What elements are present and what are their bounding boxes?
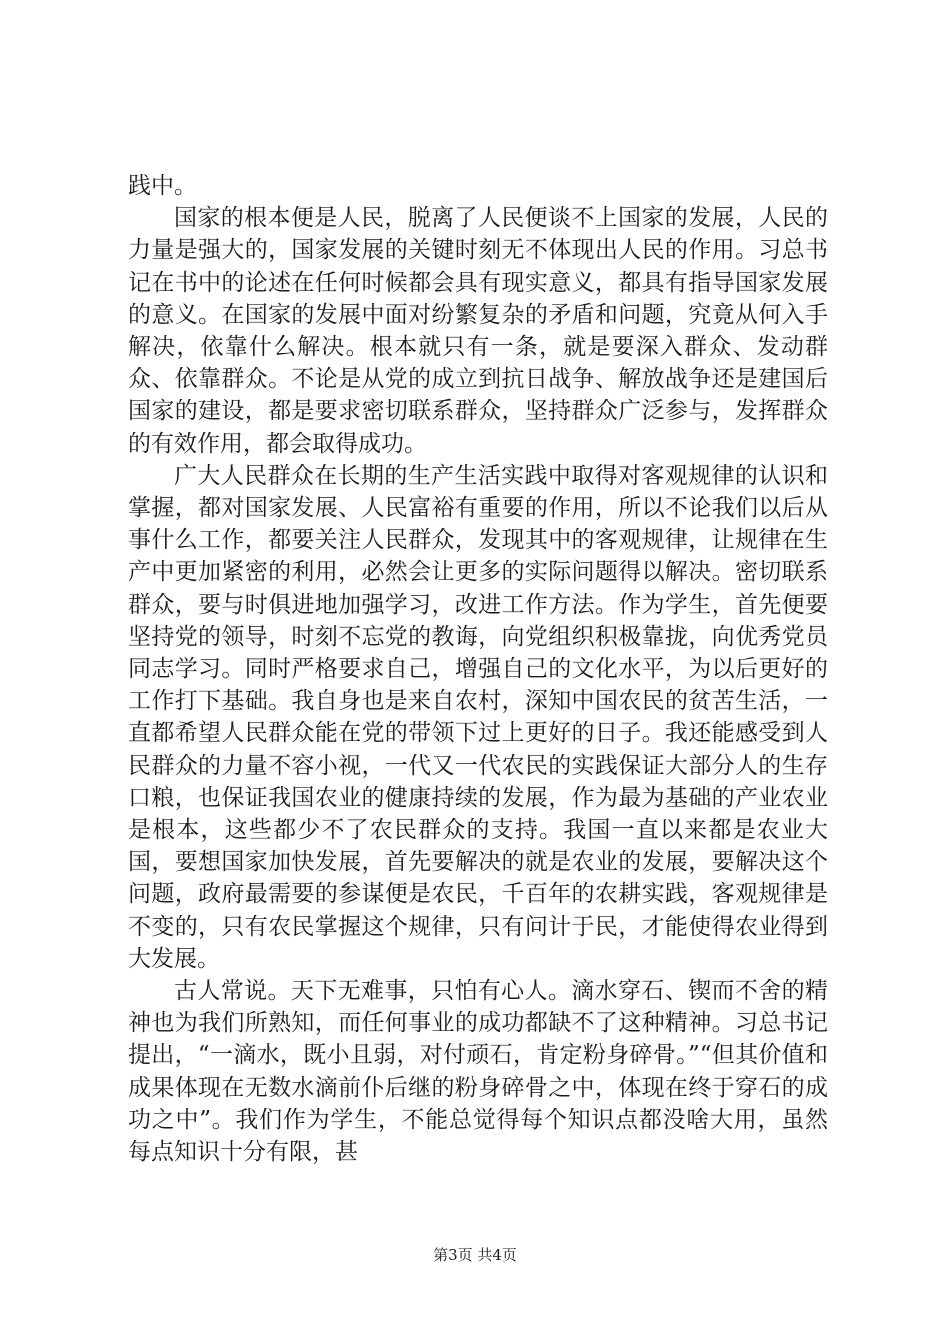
paragraph-people-root: 国家的根本便是人民，脱离了人民便谈不上国家的发展，人民的力量是强大的，国家发展的关键时刻无不体现出人民的作用。习总书记在书中的论述在任何时候都会具有现实意义，都具有指导国家发展的意义。在国家的发展中面对纷繁复杂的矛盾和问题，究竟从何入手解决，依靠什么解决。根本就只有一条，就是要深入群众、发动群众、依靠群众。不论是从党的成立到抗日战争、解放战争还是建国后国家的建设，都是要求密切联系群众，坚持群众广泛参与，发挥群众的有效作用，都会取得成功。	[128, 205, 828, 457]
page-footer: 第3页 共4页	[433, 1246, 517, 1264]
body-text	[128, 170, 828, 1168]
paragraph-masses-practice: 广大人民群众在长期的生产生活实践中取得对客观规律的认识和掌握，都对国家发展、人民富裕有重要的作用，所以不论我们以后从事什么工作，都要关注人民群众，发现其中的客观规律，让规律在生产中更加紧密的利用，必然会让更多的实际问题得以解决。密切联系群众，要与时俱进地加强学习，改进工作方法。作为学生，首先便要坚持党的领导，时刻不忘党的教诲，向党组织积极靠拢，向优秀党员同志学习。同时严格要求自己，增强自己的文化水平，为以后更好的工作打下基础。我自身也是来自农村，深知中国农民的贫苦生活，一直都希望人民群众能在党的带领下过上更好的日子。我还能感受到人民群众的力量不容小视，一代又一代农民的实践保证大部分人的生存口粮，也保证我国农业的健康持续的发展，作为最为基础的产业农业是根本，这些都少不了农民群众的支持。我国一直以来都是农业大国，要想国家加快发展，首先要解决的就是农业的发展，要解决这个问题，政府最需要的参谋便是农民，千百年的农耕实践，客观规律是不变的，只有农民掌握这个规律，只有问计于民，才能使得农业得到大发展。	[128, 462, 828, 972]
paragraph-perseverance: 古人常说。天下无难事，只怕有心人。滴水穿石、锲而不舍的精神也为我们所熟知，而任何事业的成功都缺不了这种精神。习总书记提出，“一滴水，既小且弱，对付顽石，肯定粉身碎骨。”“但其价值和成果体现在无数水滴前仆后继的粉身碎骨之中，体现在终于穿石的成功之中”。我们作为学生，不能总觉得每个知识点都没啥大用，虽然每点知识十分有限，甚	[128, 978, 828, 1166]
paragraph-continuation: 践中。	[128, 173, 197, 199]
